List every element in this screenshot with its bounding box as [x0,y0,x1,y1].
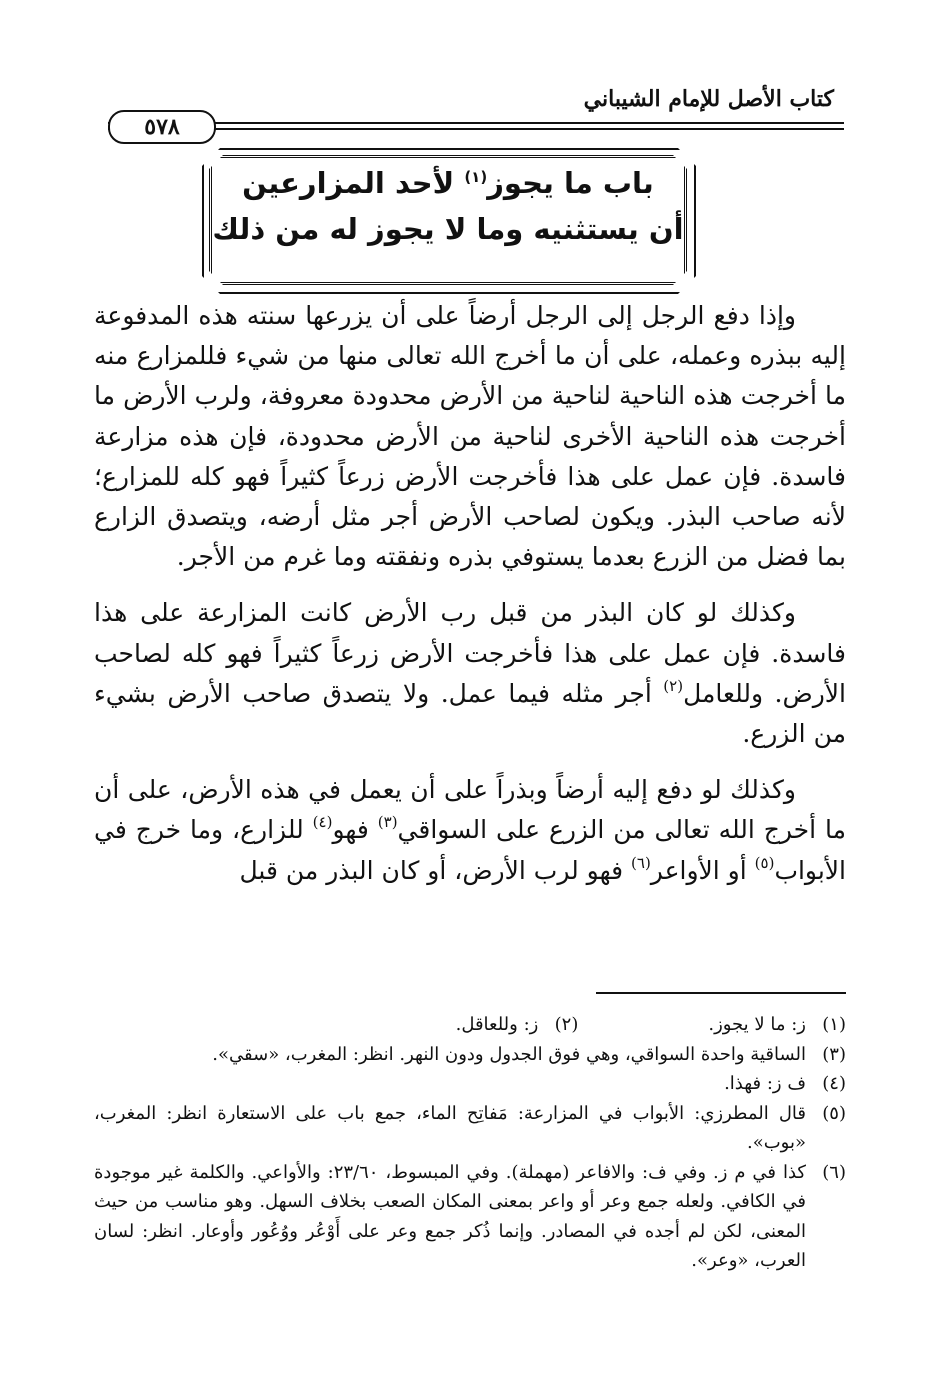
footnote-4-number: (٤) [822,1073,846,1094]
footnote-3-text: الساقية واحدة السواقي، وهي فوق الجدول ودون النهر. انظر: المغرب، «سقي». [212,1043,806,1065]
chapter-title [209,160,687,252]
header-rule [108,122,844,130]
running-title: كتاب الأصل للإمام الشيباني [583,86,834,112]
footnote-4-text: ف ز: فهذا. [724,1073,806,1094]
footnote-5-text: قال المطرزي: الأبواب في المزارعة: مَفاتِح الماء، جمع باب على الاستعارة انظر: المغرب، «بوب». [94,1102,806,1153]
footnote-pair-1-2 [94,1010,846,1040]
footnote-6-number: (٦) [822,1161,846,1183]
paragraph-3 [94,770,846,891]
footnote-6 [94,1158,846,1276]
footnote-1 [708,1010,846,1040]
footnote-5 [94,1099,846,1158]
chapter-title-line-1 [209,160,687,206]
footnote-ref-6: (٦) [631,853,651,872]
footnote-2-number: (٢) [554,1014,579,1035]
footnotes [94,1010,846,1276]
page-number: ٥٧٨ [108,110,216,144]
body-text [94,296,846,891]
footnote-2 [456,1010,579,1040]
footnote-2-text: ز: وللعاقل. [455,1014,539,1035]
footnote-ref-2: (٢) [663,676,684,695]
footnote-5-number: (٥) [822,1102,846,1124]
paragraph-3-part-3: للزارع، وما خرج في الأبواب [94,815,846,885]
paragraph-2-part-1: وكذلك لو كان البذر من قبل رب الأرض كانت المزارعة على هذا فاسدة. فإن عمل على هذا فأخرجت الأرض زرعاً كثيراً فهو كله لصاحب الأرض. وللعامل [94,598,846,708]
footnote-3 [94,1040,846,1070]
paragraph-3-part-1: وكذلك لو دفع إليه أرضاً وبذراً على أن يعمل في هذه الأرض، على أن ما أخرج الله تعالى من الزرع على السواقي [94,775,847,845]
paragraph-3-part-2: فهو [332,815,378,845]
footnote-4 [94,1069,846,1099]
footnote-1-text: ز: ما لا يجوز. [708,1014,806,1035]
paragraph-2-part-2: أجر مثله فيما عمل. ولا يتصدق صاحب الأرض بشيء من الزرع. [94,678,846,749]
footnote-1-number: (١) [822,1014,846,1035]
chapter-title-line-1-after: لأحد المزارعين [242,166,465,200]
footnote-ref-5: (٥) [754,853,775,872]
footnote-separator [596,992,846,994]
footnote-ref-1: (١) [464,168,488,186]
chapter-title-line-1-before: باب ما يجوز [487,166,654,200]
footnote-3-number: (٣) [822,1043,846,1065]
paragraph-3-part-5: فهو لرب الأرض، أو كان البذر من قبل [239,855,632,885]
footnote-6-text: كذا في م ز. وفي ف: والافاعر (مهملة). وفي المبسوط، ٢٣/٦٠: والأواعي. والكلمة غير موجودة في الكافي. ولعله جمع وعر أو واعر بمعنى المكان الصعب بخلاف السهل. وهو مناسب من حيث المعنى، لكن لم أجده في المصادر. وإنما ذُكر جمع وعر على أَوْعُر ووُعُور وأوعار. انظر: لسان العرب، «وعر». [94,1161,807,1271]
paragraph-2 [94,593,846,754]
paragraph-3-part-4: أو الأواعر [650,855,755,885]
footnote-ref-4: (٤) [312,813,333,832]
paragraph-1: وإذا دفع الرجل إلى الرجل أرضاً على أن يزرعها سنته هذه المدفوعة إليه ببذره وعمله، على أن ما أخرج الله تعالى منها من شيء فللمزارع منه ما أخرجت هذه الناحية لناحية من الأرض محدودة معروفة، ولرب الأرض ما أخرجت هذه الناحية الأخرى لناحية من الأرض محدودة، فإن هذه مزارعة فاسدة. فإن عمل على هذا فأخرجت الأرض زرعاً كثيراً فهو كله للمزارع؛ لأنه صاحب البذر. ويكون لصاحب الأرض أجر مثل أرضه، ويتصدق الزارع بما فضل من الزرع بعدما يستوفي بذره ونفقته وما غرم من الأجر. [94,301,846,572]
chapter-title-line-2: أن يستثنيه وما لا يجوز له من ذلك [212,212,684,246]
footnote-ref-3: (٣) [377,813,398,832]
